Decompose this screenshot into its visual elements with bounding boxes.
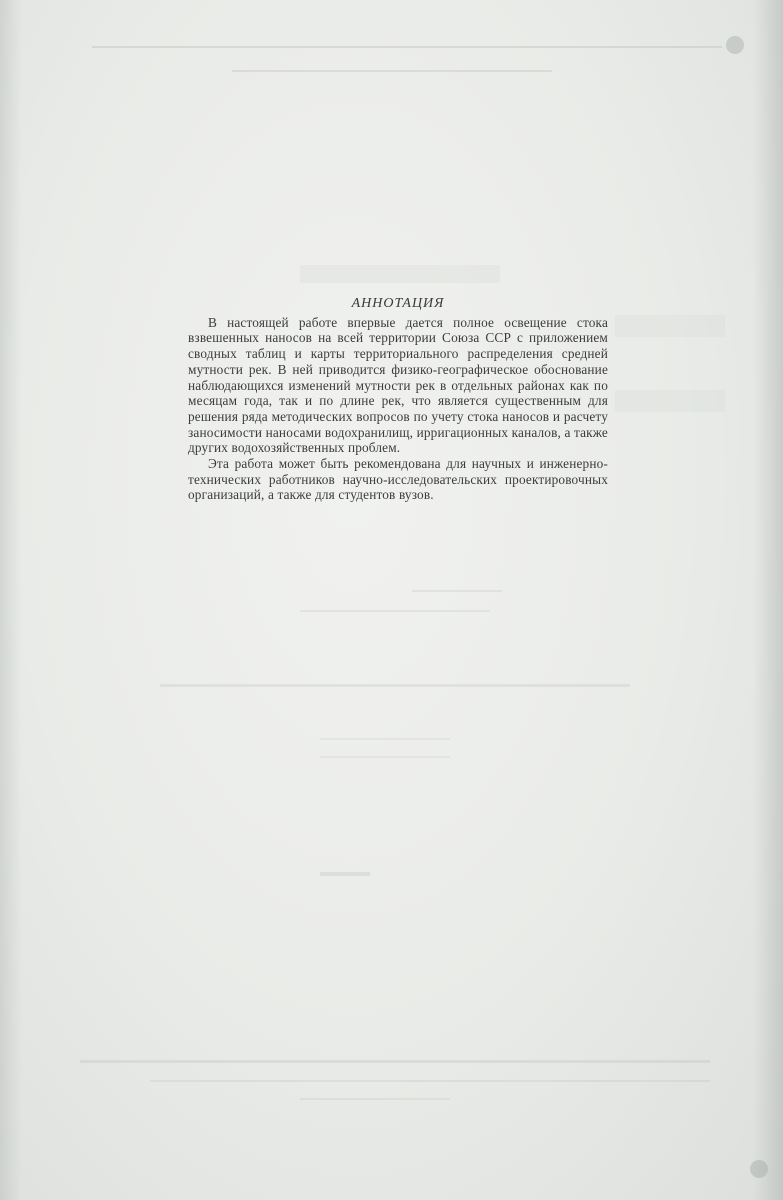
corner-stain [726, 36, 744, 54]
bleed-through-mark [160, 684, 630, 687]
bleed-through-mark [320, 738, 450, 740]
bleed-through-mark [412, 590, 502, 592]
page-right-shadow [753, 0, 783, 1200]
bleed-through-mark [232, 70, 552, 72]
bleed-through-mark [320, 756, 450, 758]
corner-stain [750, 1160, 768, 1178]
bleed-through-mark [300, 1098, 450, 1100]
bleed-through-mark [320, 872, 370, 876]
annotation-paragraph: Эта работа может быть рекомендована для научных и инженерно-технических работников научно-исследовательских проектировочных организаций, а также для студентов вузов. [188, 456, 608, 503]
bleed-through-mark [300, 610, 490, 612]
annotation-heading: АННОТАЦИЯ [351, 296, 445, 311]
annotation-block [188, 296, 608, 503]
bleed-through-mark [80, 1060, 710, 1063]
bleed-through-mark [92, 46, 722, 48]
annotation-paragraph: В настоящей работе впервые дается полное освещение стока взвешенных наносов на всей территории Союза ССР с приложением сводных таблиц и карты территориального распределения средней мутности рек. В ней приводится физико-географическое обоснование наблюдающихся изменений мутности рек в отдельных районах как по месяцам года, так и по длине рек, что является существенным для решения ряда методических вопросов по учету стока наносов и расчету заносимости наносами водохранилищ, ирригационных каналов, а также других водохозяйственных проблем. [188, 314, 608, 456]
bleed-through-mark [150, 1080, 710, 1082]
bleed-through-mark [615, 390, 725, 412]
bleed-through-mark [300, 265, 500, 283]
bleed-through-mark [615, 315, 725, 337]
page-left-shadow [0, 0, 22, 1200]
